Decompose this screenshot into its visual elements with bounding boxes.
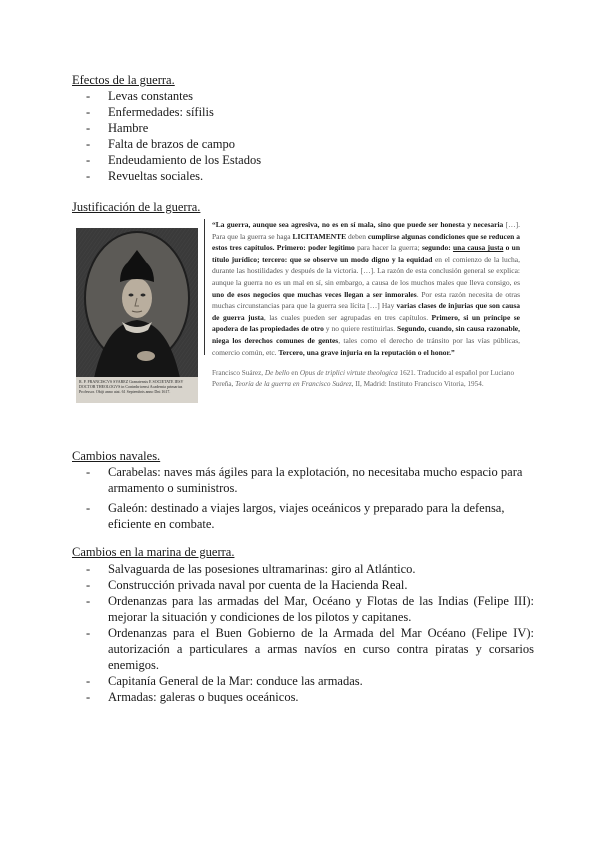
list-item: - Carabelas: naves más ágiles para la explotación, no necesitaba mucho espacio para armamento o suministros. (86, 465, 523, 495)
quote-citation: Francisco Suárez, De bello en Opus de triplici virtute theologica 1621. Traducido al español por Luciano Pereña, Teoría de la guerra en Francisco Suárez, II, Madrid: Instituto Francisco Vitoria, 1954. (212, 369, 515, 388)
effects-list (72, 88, 532, 184)
list-item: - Capitanía General de la Mar: conduce las armadas. (86, 674, 363, 688)
list-item: - Levas constantes (86, 89, 194, 103)
list-item: - Armadas: galeras o buques oceánicos. (86, 690, 299, 704)
list-item: - Construcción privada naval por cuenta de la Hacienda Real. (86, 578, 408, 592)
portrait-caption: R. P. FRANCISCVS SVAREZ Granatensis E SOCIETATE IESV DOCTOR THEOLOGVS in Conimbricensi Academia primarius Professor. Obijt anno atat. 61 Septembris anno Dni 1617. (76, 377, 198, 403)
section-title-efectos: Efectos de la guerra. (72, 73, 175, 87)
list-item: - Galeón: destinado a viajes largos, viajes oceánicos y preparado para la defensa, eficiente en combate. (86, 501, 505, 531)
suarez-quote: “La guerra, aunque sea agresiva, no es en sí mala, sino que puede ser honesta y necesaria […]. Para que la guerra se haga LICITAMENTE deben cumplirse algunas condiciones que se reducen a estos tres capítulos. Primero: poder legítimo para hacer la guerra; segundo: una causa justa o un título jurídico; tercero: que se observe un modo digno y la equidad en el comienzo de la lucha, durante las hostilidades y después de la victoria. […]. La razón de esta conclusión general se explica: aunque la guerra no es un mal en sí, sin embargo, a causa de los muchos males que lleva consigo, es uno de esos negocios que muchas veces llegan a ser inmorales. Por esta razón necesita de otras muchas circunstancias para que la guerra sea lícita […] Hay varias clases de injurias que son causa de guerra justa, las cuales pueden ser agrupadas en tres capítulos. Primero, si un príncipe se apodera de las propiedades de otro y no quiere restituirlas. Segundo, cuando, sin causa razonable, niega los derechos comunes de gentes, tales como el derecho de tránsito por las vías públicas, comercio común, etc. Tercero, una grave injuria en la reputación o el honor.” (212, 220, 521, 357)
list-item: - Ordenanzas para las armadas del Mar, Océano y Flotas de las Indias (Felipe III): mejorar la situación y condiciones de los pilotos y capitanes. (86, 594, 534, 624)
naval-changes-list (72, 464, 524, 532)
section-title-justificacion: Justificación de la guerra. (72, 200, 201, 214)
portrait-image (76, 228, 198, 403)
list-item: - Enfermedades: sífilis (86, 105, 214, 119)
list-item: - Ordenanzas para el Buen Gobierno de la Armada del Mar Océano (Felipe IV): autorización a particulares a armas navíos en curso contra piratas y corsarios enemigos. (86, 626, 534, 672)
list-item: - Hambre (86, 121, 149, 135)
list-item: - Salvaguarda de las posesiones ultramarinas: giro al Atlántico. (86, 562, 416, 576)
list-item: - Endeudamiento de los Estados (86, 153, 262, 167)
list-item: - Falta de brazos de campo (86, 137, 236, 151)
navy-changes-list (72, 561, 534, 705)
section-title-cambios-navales: Cambios navales. (72, 449, 161, 463)
section-title-marina-guerra: Cambios en la marina de guerra. (72, 545, 235, 559)
list-item: - Revueltas sociales. (86, 169, 204, 183)
